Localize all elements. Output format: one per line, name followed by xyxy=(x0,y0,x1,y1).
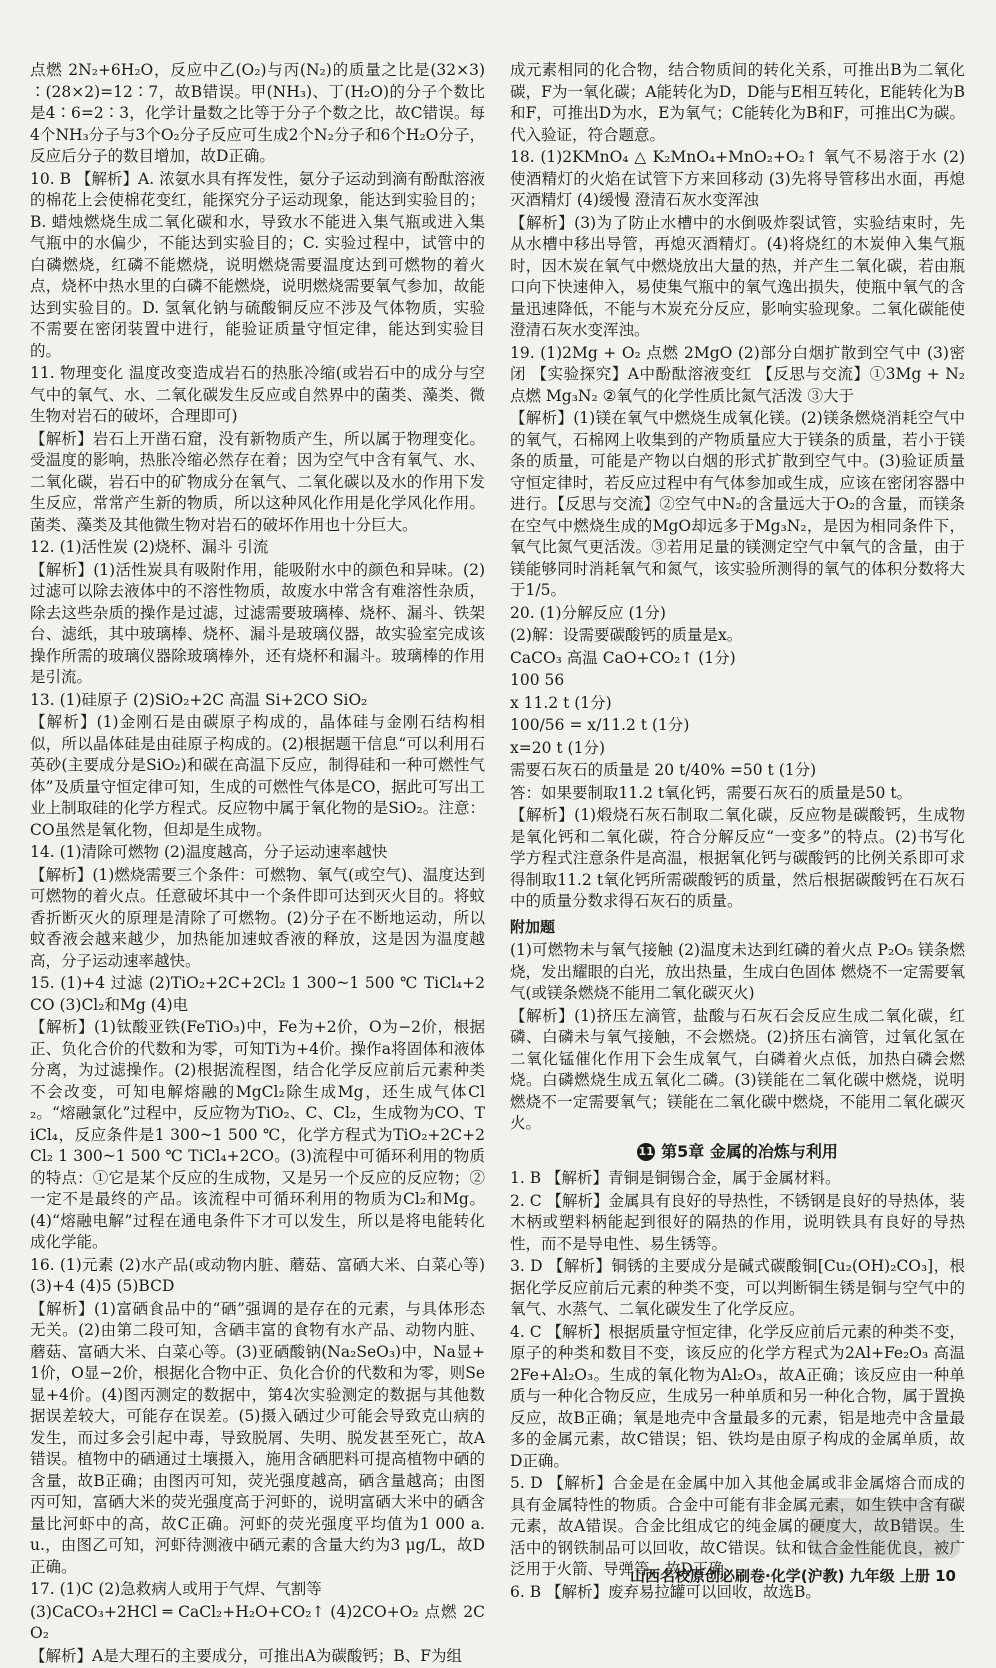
left-paragraph: 15. (1)+4 过滤 (2)TiO₂+2C+2Cl₂ 1 300~1 500 ℃ TiCl₄+2CO (3)Cl₂和Mg (4)电 xyxy=(30,974,485,1014)
chapter-number-badge: 11 xyxy=(637,1143,655,1161)
left-paragraph: 点燃 2N₂+6H₂O，反应中乙(O₂)与丙(N₂)的质量之比是(32×3)∶(28×2)=12∶7，故B错误。甲(NH₃)、丁(H₂O)的分子个数比是4∶6=2∶3，化学计量数之比等于分子个数之比，故C错误。每4个NH₃分子与3个O₂分子反应可生成2个N₂分子和6个H₂O分子，反应后分子的数目增加，故D正确。 xyxy=(30,61,485,165)
right-paragraph: 【解析】(1)镁在氧气中燃烧生成氧化镁。(2)镁条燃烧消耗空气中的氧气，石棉网上收集到的产物质量应大于镁条的质量，若小于镁条的质量，可能是产物以白烟的形式扩散到空气中。(3)验证质量守恒定律时，若反应过程中有气体参加或生成，应该在密闭容器中进行。【反思与交流】②空气中N₂的含量远大于O₂的含量，而镁条在空气中燃烧生成的MgO却远多于Mg₃N₂，是因为相同条件下，氧气比氮气更活泼。③若用足量的镁测定空气中氧气的含量，由于镁能够同时消耗氧气和氮气，该实验所测得的氧气的体积分数将大于1/5。 xyxy=(510,409,965,599)
right-paragraph: 【解析】(1)挤压左滴管，盐酸与石灰石会反应生成二氧化碳，红磷、白磷未与氧气接触，不会燃烧。(2)挤压右滴管，过氧化氢在二氧化锰催化作用下会生成氧气，白磷着火点低，加热白磷会燃烧。白磷燃烧生成五氧化二磷。(3)镁能在二氧化碳中燃烧，说明燃烧不一定需要氧气；镁能在二氧化碳中燃烧，不能用二氧化碳灭火。 xyxy=(510,1006,965,1132)
left-column xyxy=(30,60,485,1668)
chapter-title: 第5章 金属的冶炼与利用 xyxy=(661,1141,838,1161)
page-footer: 山西名校原创必刷卷·化学(沪教) 九年级 上册 10 xyxy=(630,1567,956,1585)
left-paragraph: 【解析】(1)燃烧需要三个条件：可燃物、氧气(或空气)、温度达到可燃物的着火点。任意破坏其中一个条件即可达到灭火目的。将蚊香折断灭火的原理是清除了可燃物。(2)分子在不断地运动，所以蚊香液会越来越少，加热能加速蚊香液的释放，这是因为温度越高，分子运动速率越快。 xyxy=(30,865,485,970)
section-title-appendix: 附加题 xyxy=(510,917,556,936)
watermark-logo xyxy=(810,1498,960,1558)
left-paragraph: 【解析】(1)富硒食品中的“硒”强调的是存在的元素，与具体形态无关。(2)由第二段可知，含硒丰富的食物有水产品、动物内脏、蘑菇、富硒大米、白菜心等。(3)亚硒酸钠(Na₂SeO₃)中，Na显+1价，O显−2价，根据化合物中正、负化合价的代数和为零，则Se显+4价。(4)图丙测定的数据中，第4次实验测定的数据与其他数据误差较大，可能存在误差。(5)摄入硒过少可能会导致克山病的发生，而过多会引起中毒，导致脱屑、失明、脱发甚至死亡，故A错误。植物中的硒通过土壤摄入，施用含硒肥料可提高植物中硒的含量，故B正确；由图丙可知，荧光强度越高，硒含量越高；由图丙可知，富硒大米的荧光强度高于河虾的，说明富硒大米中的硒含量比河虾中的高，故C正确。河虾的荧光强度平均值为1 000 a.u.，由图乙可知，河虾待测液中硒元素的含量大约为3 μg/L，故D正确。 xyxy=(30,1299,485,1576)
right-paragraph: 3. D 【解析】铜锈的主要成分是碱式碳酸铜[Cu₂(OH)₂CO₃]，根据化学反应前后元素的种类不变，可以判断铜生锈是铜与空气中的氧气、水蒸气、二氧化碳发生了化学反应。 xyxy=(510,1257,965,1318)
right-paragraph: 20. (1)分解反应 (1分) xyxy=(510,603,666,622)
left-paragraph: (3)CaCO₃+2HCl ═ CaCl₂+H₂O+CO₂↑ (4)2CO+O₂ 点燃 2CO₂ xyxy=(30,1602,485,1642)
right-paragraph: 【解析】(1)煅烧石灰石制取二氧化碳，反应物是碳酸钙，生成物是氧化钙和二氧化碳，符合分解反应“一变多”的特点。(2)书写化学方程式注意条件是高温，根据氧化钙与碳酸钙的比例关系即可求得制取11.2 t氧化钙所需碳酸钙的质量，然后根据碳酸钙在石灰石中的质量分数求得石灰石的质量。 xyxy=(510,806,965,910)
right-paragraph: x=20 t (1分) xyxy=(510,738,605,757)
left-paragraph: 12. (1)活性炭 (2)烧杯、漏斗 引流 xyxy=(30,538,269,556)
right-paragraph: 5. D 【解析】合金是在金属中加入其他金属或非金属熔合而成的具有金属特性的物质。合金中可能有非金属元素，如生铁中含有碳元素，故A错误。合金比组成它的纯金属的硬度大，故B错误。生活中的钢铁制品可以回收，故C错误。钛和钛合金性能优良，被广泛用于火箭、导弹等，故D正确。 xyxy=(510,1474,965,1578)
left-paragraph: 13. (1)硅原子 (2)SiO₂+2C 高温 Si+2CO SiO₂ xyxy=(30,690,368,709)
right-paragraph: 6. B 【解析】废弃易拉罐可以回收，故选B。 xyxy=(510,1582,821,1601)
right-paragraph: 19. (1)2Mg + O₂ 点燃 2MgO (2)部分白烟扩散到空气中 (3)密闭 【实验探究】A中酚酞溶液变红 【反思与交流】①3Mg + N₂ 点燃 Mg₃N₂ ②氧气的化学性质比氮气活泼 ③大于 xyxy=(510,343,965,405)
left-paragraph: 【解析】(1)钛酸亚铁(FeTiO₃)中，Fe为+2价，O为−2价，根据正、负化合价的代数和为零，可知Ti为+4价。操作a将固体和液体分离，为过滤操作。(2)根据流程图，结合化学反应前后元素种类不会改变，可知电解熔融的MgCl₂除生成Mg，还生成气体Cl₂。“熔融氯化”过程中，反应物为TiO₂、C、Cl₂，生成物为CO、TiCl₄，反应条件是1 300~1 500 ℃，化学方程式为TiO₂+2C+2Cl₂ 1 300~1 500 ℃ TiCl₄+2CO。(3)流程中可循环利用的物质的特点：①它是某个反应的生成物，又是另一个反应的反应物；②一定不是最终的产品。该流程中可循环利用的物质为Cl₂和Mg。(4)“熔融电解”过程在通电条件下才可以发生，所以是将电能转化成化学能。 xyxy=(30,1018,485,1251)
right-paragraph: 需要石灰石的质量是 20 t/40% =50 t (1分) xyxy=(510,761,817,779)
right-paragraph: 18. (1)2KMnO₄ △ K₂MnO₄+MnO₂+O₂↑ 氧气不易溶于水 (2)使酒精灯的火焰在试管下方来回移动 (3)先将导管移出水面，再熄灭酒精灯 (4)缓慢 澄清石灰水变浑浊 xyxy=(510,148,965,209)
right-paragraph: (2)解：设需要碳酸钙的质量是x。 xyxy=(510,626,743,644)
right-paragraph: 100 56 xyxy=(510,671,565,689)
right-column xyxy=(510,60,965,1604)
right-paragraph: 答：如果要制取11.2 t氧化钙，需要石灰石的质量是50 t。 xyxy=(510,783,913,802)
left-paragraph: 14. (1)清除可燃物 (2)温度越高，分子运动速率越快 xyxy=(30,843,388,861)
left-paragraph: 【解析】(1)活性炭具有吸附作用，能吸附水中的颜色和异味。(2)过滤可以除去液体中的不溶性物质，故废水中常含有难溶性杂质，除去这些杂质的操作是过滤，过滤需要玻璃棒、烧杯、漏斗、铁架台、滤纸，其中玻璃棒、烧杯、漏斗是玻璃仪器，故实验室完成该操作所需的玻璃仪器除玻璃棒外，还有烧杯和漏斗。玻璃棒的作用是引流。 xyxy=(30,560,485,686)
left-paragraph: 【解析】岩石上开凿石窟，没有新物质产生，所以属于物理变化。受温度的影响，热胀冷缩必然存在着；因为空气中含有氧气、水、二氧化碳，岩石中的矿物成分在氧气、二氧化碳以及水的作用下发生反应，常常产生新的物质，所以这种风化作用是化学风化作用。菌类、藻类及其他微生物对岩石的破坏作用也十分巨大。 xyxy=(30,429,485,534)
right-paragraph: 成元素相同的化合物，结合物质间的转化关系，可推出B为二氧化碳，F为一氧化碳；A能转化为D，D能与E相互转化，E能转化为B和F，可推出D为水，E为氧气；C能转化为B和F，可推出C为碳。代入验证，符合题意。 xyxy=(510,61,965,144)
right-paragraph: 1. B 【解析】青铜是铜锡合金，属于金属材料。 xyxy=(510,1169,841,1187)
right-paragraph: x 11.2 t (1分) xyxy=(510,693,612,712)
chapter-heading xyxy=(510,1141,965,1163)
left-paragraph: 【解析】(1)金刚石是由碳原子构成的，晶体硅与金刚石结构相似，所以晶体硅是由硅原子构成的。(2)根据题干信息“可以利用石英砂(主要成分是SiO₂)和碳在高温下反应，制得硅和一种可燃性气体”及质量守恒定律可知，生成的可燃性气体是CO，据此可写出工业上制取硅的化学方程式。反应物中属于氧化物的是SiO₂。注意：CO虽然是氧化物，但却是生成物。 xyxy=(30,713,485,839)
right-paragraph: 2. C 【解析】金属具有良好的导热性，不锈钢是良好的导热体，装木柄或塑料柄能起到很好的隔热的作用，说明铁具有良好的导热性，而不是导电性、易生锈等。 xyxy=(510,1191,966,1253)
left-paragraph: 10. B 【解析】A. 浓氨水具有挥发性，氨分子运动到滴有酚酞溶液的棉花上会使棉花变红，能探究分子运动现象，能达到实验目的；B. 蜡烛燃烧生成二氧化碳和水，导致水不能进入集气瓶或进入集气瓶中的水偏少，不能达到实验目的；C. 实验过程中，试管中的白磷燃烧，红磷不能燃烧，说明燃烧需要温度达到可燃物的着火点，烧杯中热水里的白磷不能燃烧，说明燃烧需要氧气参加，故能达到实验目的。D. 氢氧化钠与硫酸铜反应不涉及气体物质，实验不需要在密闭装置中进行，能验证质量守恒定律，能达到实验目的。 xyxy=(30,169,485,360)
left-paragraph: 16. (1)元素 (2)水产品(或动物内脏、蘑菇、富硒大米、白菜心等) (3)+4 (4)5 (5)BCD xyxy=(30,1255,485,1295)
right-paragraph: (1)可燃物未与氧气接触 (2)温度未达到红磷的着火点 P₂O₅ 镁条燃烧，发出耀眼的白光，放出热量，生成白色固体 燃烧不一定需要氧气(或镁条燃烧不能用二氧化碳灭火) xyxy=(510,941,965,1002)
left-paragraph: 17. (1)C (2)急救病人或用于气焊、气割等 xyxy=(30,1580,322,1598)
right-paragraph: 100/56 = x/11.2 t (1分) xyxy=(510,716,690,734)
right-paragraph: CaCO₃ 高温 CaO+CO₂↑ (1分) xyxy=(510,648,736,667)
left-paragraph: 11. 物理变化 温度改变造成岩石的热胀冷缩(或岩石中的成分与空气中的氧气、水、二氧化碳发生反应或自然界中的菌类、藻类、微生物对岩石的破坏，合理即可) xyxy=(30,364,485,425)
right-paragraph: 【解析】(3)为了防止水槽中的水倒吸炸裂试管，实验结束时，先从水槽中移出导管，再熄灭酒精灯。(4)将烧红的木炭伸入集气瓶时，因木炭在氧气中燃烧放出大量的热，并产生二氧化碳，若由瓶口向下快速伸入，易使集气瓶中的氧气逸出损失，使瓶中氧气的含量迅速降低，不能与木炭充分反应，影响实验现象。二氧化碳能使澄清石灰水变浑浊。 xyxy=(510,213,965,339)
left-paragraph: 【解析】A是大理石的主要成分，可推出A为碳酸钙；B、F为组 xyxy=(30,1646,463,1665)
right-paragraph: 4. C 【解析】根据质量守恒定律，化学反应前后元素的种类不变，原子的种类和数目不变，该反应的化学方程式为2Al+Fe₂O₃ 高温 2Fe+Al₂O₃。生成的氧化物为Al₂O₃，故A正确；该反应由一种单质与一种化合物反应，生成另一种单质和另一种化合物，属于置换反应，故B正确；氧是地壳中含量最多的元素，铝是地壳中含量最多的金属元素，故C错误；铝、铁均是由原子构成的金属单质，故D正确。 xyxy=(510,1322,966,1470)
